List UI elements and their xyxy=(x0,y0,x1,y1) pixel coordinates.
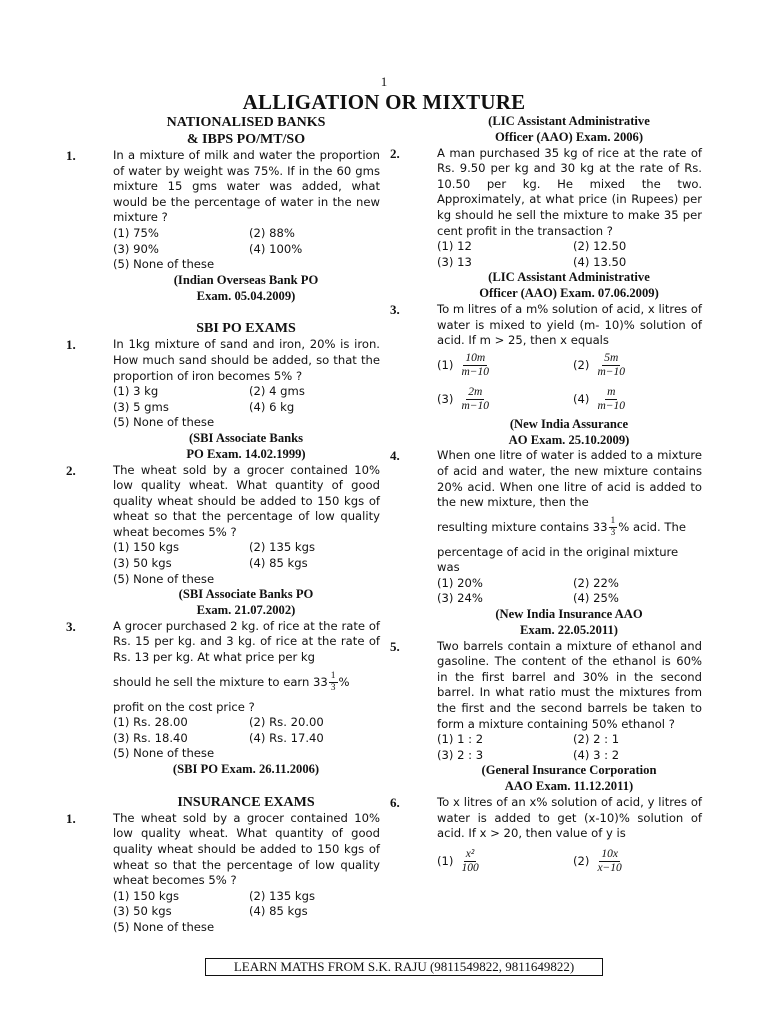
option: (4) 3 : 2 xyxy=(573,747,620,762)
option xyxy=(573,383,702,417)
exam-source: (SBI PO Exam. 26.11.2006) xyxy=(172,762,320,776)
option: (4) 85 kgs xyxy=(249,904,308,919)
fraction xyxy=(459,848,480,875)
numerator: 5m xyxy=(604,352,619,365)
option: (2) 88% xyxy=(249,225,295,240)
option: (2) 135 kgs xyxy=(249,540,316,555)
option: (2) 2 : 1 xyxy=(573,732,620,747)
exam-source: (SBI Associate Banks PO xyxy=(178,587,314,602)
option: (3) Rs. 18.40 xyxy=(113,730,188,745)
denominator: 3 xyxy=(330,683,336,694)
question-text-tail: percentage of acid in the original mixture was xyxy=(437,544,679,575)
exam-source: (LIC Assistant Administrative xyxy=(488,114,650,128)
fraction xyxy=(595,848,623,875)
exam-source: AO Exam. 25.10.2009) xyxy=(508,432,630,447)
option: (1) 150 kgs xyxy=(113,540,180,555)
right-column xyxy=(390,114,702,882)
section-heading: SBI PO EXAMS xyxy=(196,321,296,337)
question-text: A grocer purchased 2 kg. of rice at the rate of Rs. 15 per kg. and 3 kg. of rice at the rate of Rs. 13 per kg. At what price per kg xyxy=(113,618,380,665)
text-fragment: should he sell the mixture to earn 33 xyxy=(113,674,328,689)
option: (3) 50 kgs xyxy=(113,904,172,919)
options xyxy=(113,889,380,936)
option: (4) 6 kg xyxy=(249,399,295,414)
denominator: m−10 xyxy=(597,366,626,379)
option: (1) 20% xyxy=(437,575,483,590)
option-label: (2) xyxy=(573,357,590,372)
question-3 xyxy=(66,463,380,588)
question-text: The wheat sold by a grocer contained 10% low quality wheat. What quantity of good quality wheat should be added to 150 kgs of wheat so that the percentage of low quality wheat becomes 5% ? xyxy=(113,810,380,888)
option: (3) 13 xyxy=(437,254,472,269)
section-heading: INSURANCE EXAMS xyxy=(177,794,315,810)
question-text: In 1kg mixture of sand and iron, 20% is iron. How much sand should be added, so that the proportion of iron becomes 5% ? xyxy=(113,337,380,383)
option-label: (2) xyxy=(573,853,590,868)
question-5 xyxy=(66,811,380,936)
option: (2) 135 kgs xyxy=(249,888,316,903)
numerator: 1 xyxy=(330,671,336,682)
denominator: 3 xyxy=(610,528,616,539)
numerator: 10x xyxy=(601,848,618,861)
question-number: 2. xyxy=(390,145,400,161)
option: (1) Rs. 28.00 xyxy=(113,715,188,730)
option: (2) 22% xyxy=(573,575,619,590)
denominator: m−10 xyxy=(597,400,626,413)
question-number: 5. xyxy=(390,638,400,654)
denominator: m−10 xyxy=(461,366,490,379)
exam-source: Officer (AAO) Exam. 2006) xyxy=(494,129,644,144)
question-10 xyxy=(390,795,702,882)
question-7 xyxy=(390,302,702,417)
fraction xyxy=(459,352,491,379)
text-fragment: resulting mixture contains 33 xyxy=(437,519,608,534)
option: (1) 3 kg xyxy=(113,384,159,399)
option: (3) 24% xyxy=(437,591,483,606)
option xyxy=(437,842,573,882)
numerator: m xyxy=(607,386,616,399)
option: (4) 25% xyxy=(573,591,619,606)
option: (3) 2 : 3 xyxy=(437,747,484,762)
options xyxy=(437,732,702,763)
question-text-line xyxy=(113,666,380,700)
question-number: 2. xyxy=(66,462,76,478)
exam-source: (Indian Overseas Bank PO xyxy=(173,272,319,287)
section-heading: NATIONALISED BANKS xyxy=(166,115,326,130)
option: (4) 85 kgs xyxy=(249,556,308,571)
option: (5) None of these xyxy=(113,746,215,761)
option-label: (4) xyxy=(573,391,590,406)
question-text: Two barrels contain a mixture of ethanol and gasoline. The content of the ethanol is 60% in the first barrel and 30% in the second barrel. In what ratio must the mixtures from the first and the second barrels be taken to form a mixture containing 50% ethanol ? xyxy=(437,638,702,731)
fraction xyxy=(595,386,627,413)
fraction xyxy=(459,386,491,413)
option: (5) None of these xyxy=(113,571,215,586)
exam-source: Exam. 21.07.2002) xyxy=(196,603,296,618)
left-column xyxy=(66,114,380,936)
exam-source: Exam. 05.04.2009) xyxy=(196,288,296,303)
option-label: (3) xyxy=(437,391,454,406)
numerator: 1 xyxy=(610,516,616,527)
denominator: 100 xyxy=(461,862,479,875)
option xyxy=(573,842,702,882)
exam-source: (LIC Assistant Administrative xyxy=(488,270,650,285)
exam-source: PO Exam. 14.02.1999) xyxy=(186,446,306,461)
option xyxy=(437,349,573,383)
question-text: In a mixture of milk and water the proportion of water by weight was 75%. If in the 60 gms mixture 15 gms water was added, what would be the percentage of water in the new mixture ? xyxy=(113,148,380,225)
question-text-line xyxy=(437,511,702,545)
question-number: 3. xyxy=(390,301,400,317)
option xyxy=(573,349,702,383)
option: (1) 1 : 2 xyxy=(437,732,484,747)
question-9 xyxy=(390,639,702,764)
text-fragment: % acid. The xyxy=(618,519,686,534)
question-number: 1. xyxy=(66,810,76,826)
exam-source: (General Insurance Corporation xyxy=(481,763,657,778)
option: (1) 75% xyxy=(113,225,159,240)
options xyxy=(113,384,380,431)
exam-source: (SBI Associate Banks xyxy=(188,430,304,445)
numerator: 2m xyxy=(468,386,483,399)
question-number: 3. xyxy=(66,618,76,634)
exam-source: (New India Insurance AAO xyxy=(495,607,643,622)
option: (4) 100% xyxy=(249,241,303,256)
options xyxy=(113,715,380,762)
option: (5) None of these xyxy=(113,257,215,272)
question-1 xyxy=(66,148,380,273)
exam-source: (New India Assurance xyxy=(509,416,629,431)
page-title: ALLIGATION OR MIXTURE xyxy=(242,90,526,114)
option: (1) 12 xyxy=(437,239,472,254)
option: (2) Rs. 20.00 xyxy=(249,715,324,730)
exam-source: AAO Exam. 11.12.2011) xyxy=(504,779,634,794)
question-8 xyxy=(390,448,702,607)
section-heading: & IBPS PO/MT/SO xyxy=(186,132,306,147)
option: (4) Rs. 17.40 xyxy=(249,730,324,745)
exam-source: Officer (AAO) Exam. 07.06.2009) xyxy=(479,286,659,301)
question-number: 6. xyxy=(390,795,400,810)
option: (1) 150 kgs xyxy=(113,888,180,903)
option-label: (1) xyxy=(437,853,454,868)
question-text: To m litres of a m% solution of acid, x litres of water is mixed to yield (m- 10)% solution of acid. If m > 25, then x equals xyxy=(437,301,702,348)
numerator: x² xyxy=(465,848,475,861)
option: (3) 50 kgs xyxy=(113,556,172,571)
question-number: 1. xyxy=(66,148,76,163)
option: (2) 12.50 xyxy=(573,239,627,254)
question-text-tail: profit on the cost price ? xyxy=(113,699,255,714)
option: (5) None of these xyxy=(113,919,215,934)
fraction-options xyxy=(437,349,702,417)
question-4 xyxy=(66,619,380,762)
option-label: (1) xyxy=(437,357,454,372)
question-text: To x litres of an x% solution of acid, y litres of water is added to get (x-10)% solution of acid. If x > 20, then value of y is xyxy=(437,795,702,841)
question-number: 1. xyxy=(66,337,76,353)
fraction xyxy=(595,352,627,379)
footer-banner: LEARN MATHS FROM S.K. RAJU (9811549822, 9811649822) xyxy=(205,958,603,976)
option: (3) 5 gms xyxy=(113,399,169,414)
option: (3) 90% xyxy=(113,241,159,256)
denominator: m−10 xyxy=(461,400,490,413)
option: (2) 4 gms xyxy=(249,384,305,399)
question-text: The wheat sold by a grocer contained 10% low quality wheat. What quantity of good quality wheat should be added to 150 kgs of wheat so that the percentage of low quality wheat becomes 5% ? xyxy=(113,462,380,539)
text-fragment: % xyxy=(338,674,350,689)
question-text: When one litre of water is added to a mixture of acid and water, the new mixture contains 20% acid. When one litre of acid is added to the new mixture, then the xyxy=(437,448,702,510)
question-text: A man purchased 35 kg of rice at the rate of Rs. 9.50 per kg and 30 kg at the rate of Rs. 10.50 per kg. He mixed the two. Approximately, at what price (in Rupees) per kg should he sell the mixture to make 35 per cent profit in the transaction ? xyxy=(437,145,702,238)
option xyxy=(437,383,573,417)
options xyxy=(437,239,702,270)
denominator: x−10 xyxy=(597,862,622,875)
fraction-options xyxy=(437,842,702,882)
page-number: 1 xyxy=(380,74,388,89)
options xyxy=(113,540,380,587)
numerator: 10m xyxy=(465,352,486,365)
fraction xyxy=(609,516,618,539)
question-6 xyxy=(390,146,702,271)
option: (4) 13.50 xyxy=(573,254,627,269)
option: (5) None of these xyxy=(113,415,215,430)
options xyxy=(437,576,702,607)
exam-source: Exam. 22.05.2011) xyxy=(520,622,618,637)
question-2 xyxy=(66,337,380,431)
options xyxy=(113,226,380,273)
question-number: 4. xyxy=(390,448,400,464)
fraction xyxy=(329,671,338,694)
